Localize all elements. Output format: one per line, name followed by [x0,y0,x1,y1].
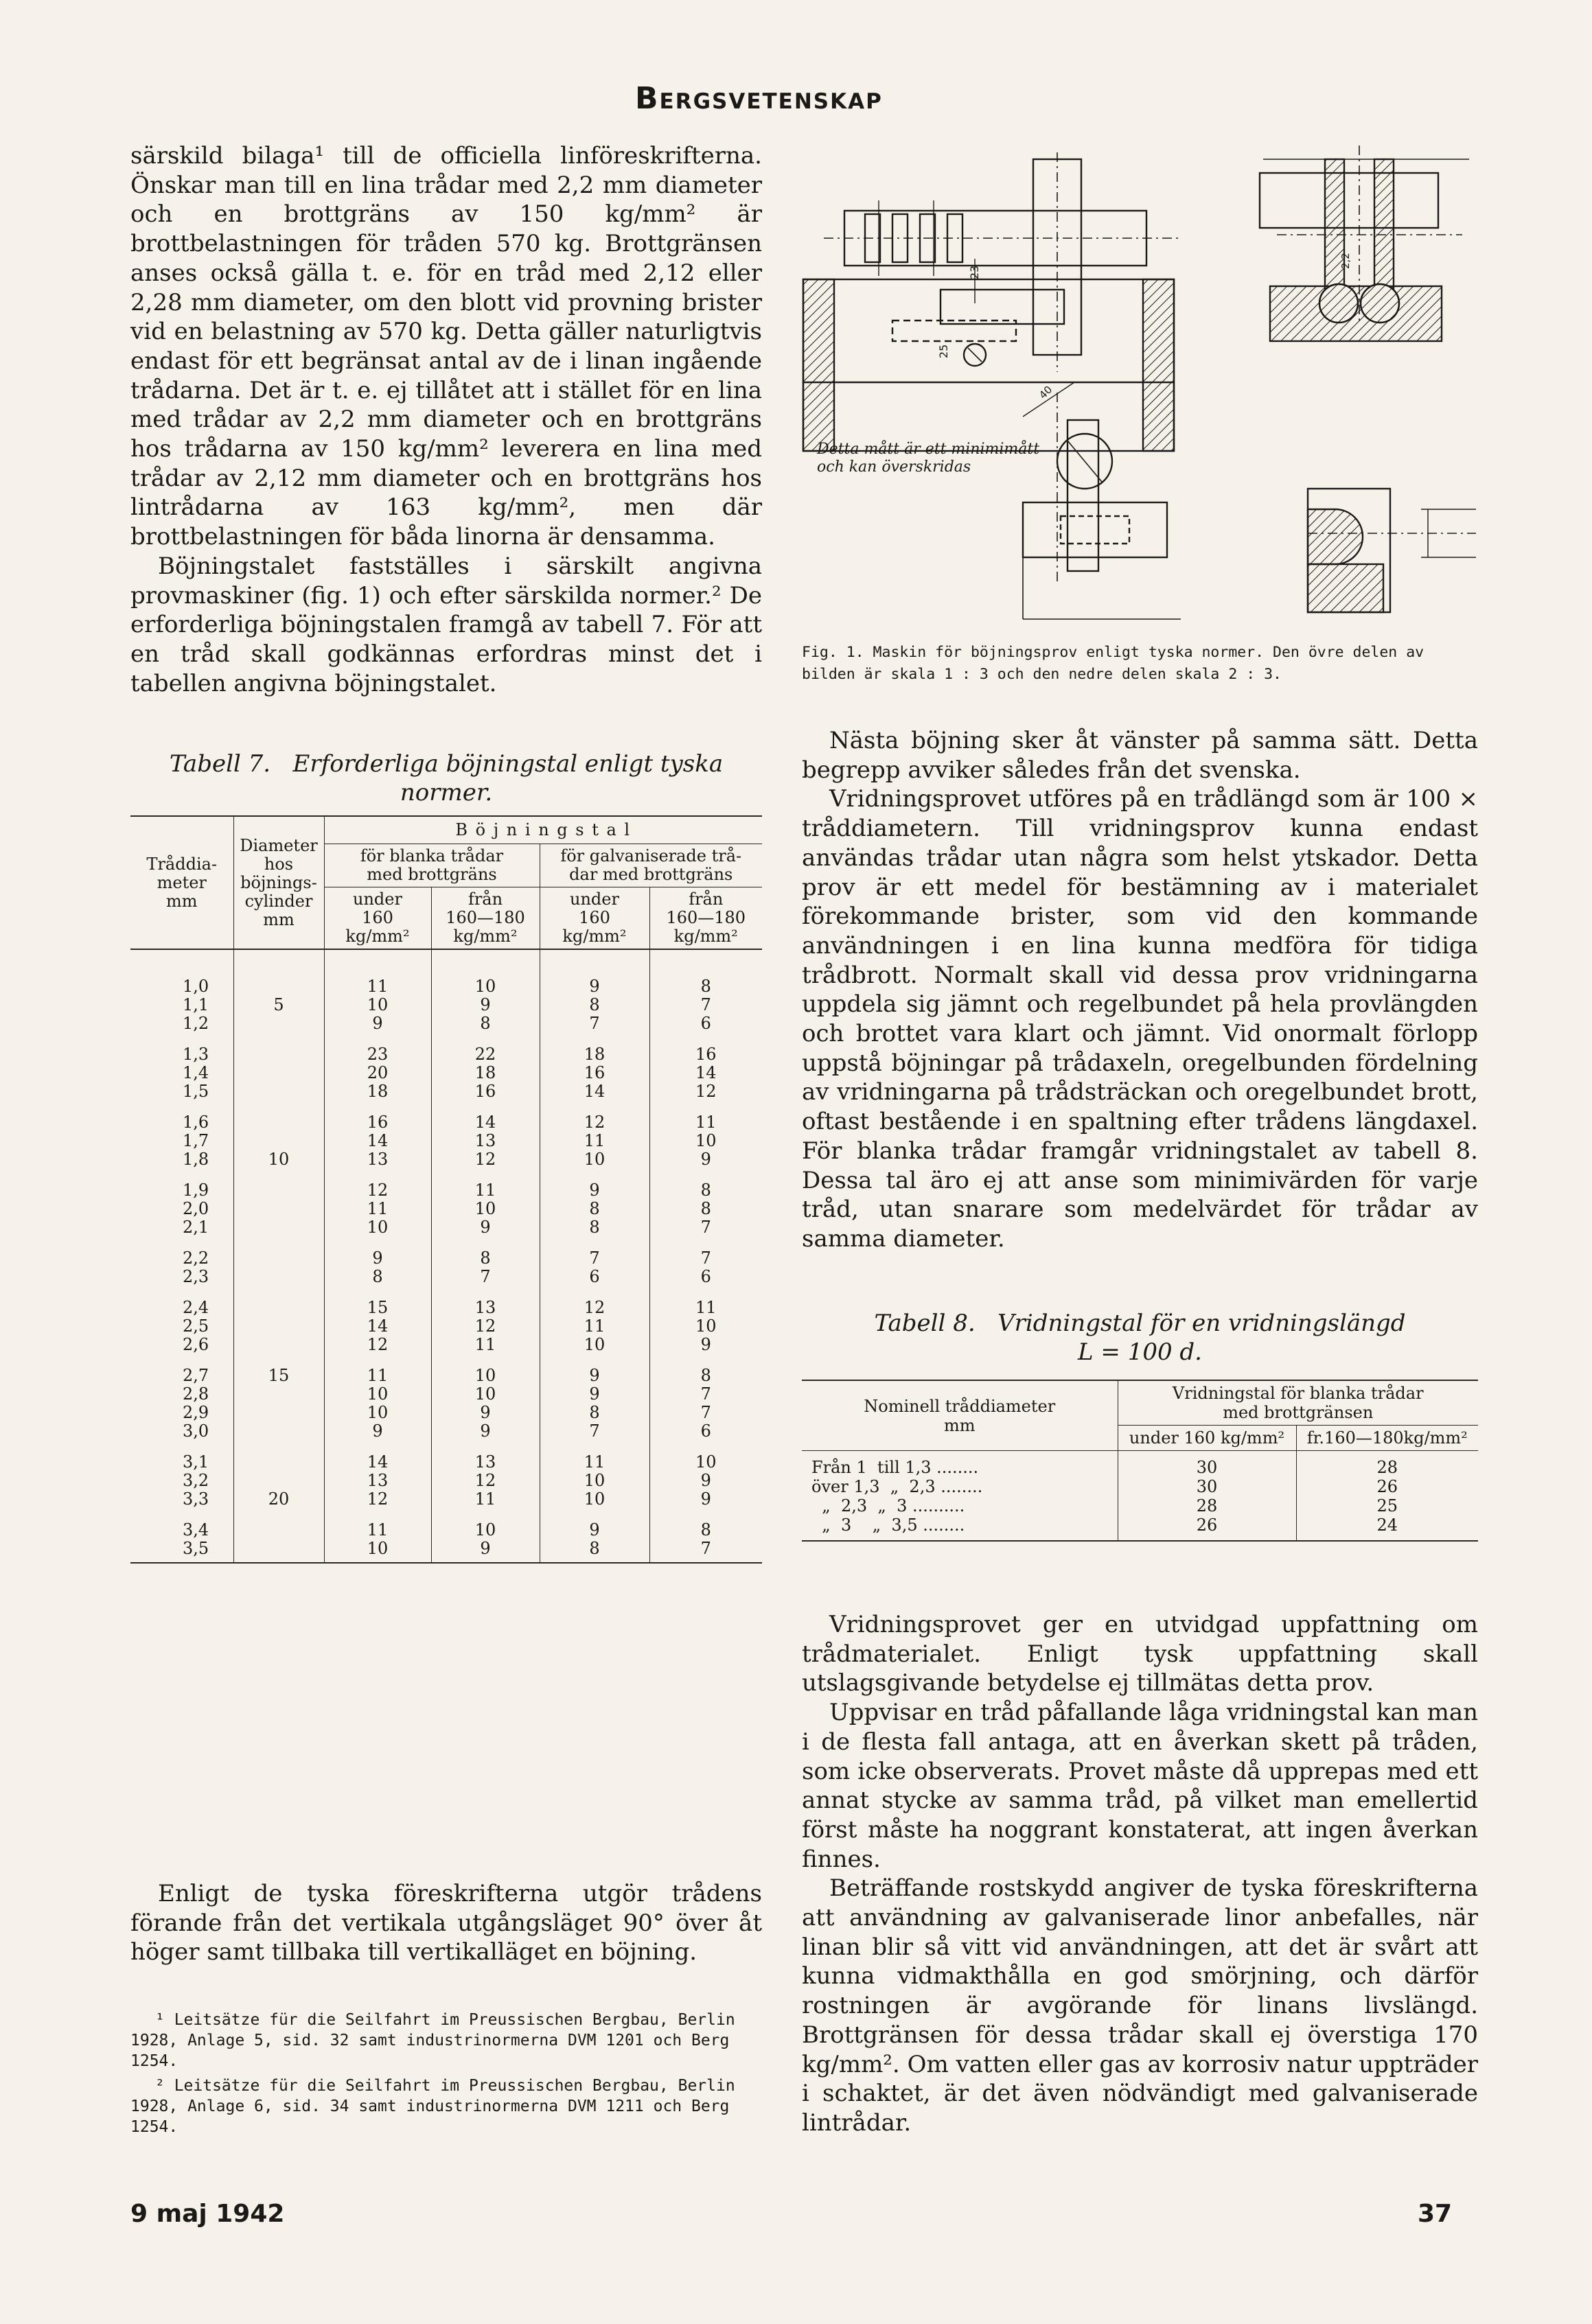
table-row [130,1064,762,1082]
cell-bending-count: 11 [324,977,431,996]
svg-text:2,2: 2,2 [1339,253,1352,269]
cell-bending-count: 16 [540,1064,649,1082]
col-header-bare-160-180: från 160—180 kg/mm² [431,887,540,950]
col-header-160-180: fr.160—180kg/mm² [1296,1426,1478,1451]
cell-cylinder-diameter: 5 [233,996,324,1014]
left-column-after-table [130,1879,762,1967]
cell-bending-count: 11 [431,1336,540,1354]
cell-bending-count: 7 [649,1404,762,1422]
running-header: Bergsvetenskap [635,81,883,116]
cell-wire-diameter: 2,8 [183,1384,209,1404]
col-header-bare: för blanka trådar med brottgräns [324,844,540,887]
cell-bending-count: 8 [540,996,649,1014]
table8-grid [802,1380,1478,1542]
cell-cylinder-diameter [233,1113,324,1132]
cell-bending-count: 9 [431,1422,540,1441]
cell-nominal-range: över 1,3 „ 2,3 ........ [811,1477,983,1496]
right-column-bottom [802,1610,1478,2138]
cell-bending-count: 9 [540,1385,649,1404]
cell-bending-count: 8 [540,1404,649,1422]
bending-machine-drawing [796,146,1479,647]
cell-bending-count: 12 [324,1181,431,1200]
cell-bending-count: 14 [649,1064,762,1082]
cell-cylinder-diameter: 10 [233,1150,324,1169]
col-header-twist-group: Vridningstal för blanka trådar med brottgränsen [1118,1380,1478,1426]
cell-wire-diameter: 2,4 [183,1298,209,1317]
cell-bending-count: 11 [540,1317,649,1336]
table7-title-2: normer. [400,779,493,806]
table-row [130,1404,762,1422]
table-row [130,1422,762,1441]
cell-bending-count: 16 [649,1045,762,1064]
paragraph: särskild bilaga¹ till de officiella linföreskrifterna. Önskar man till en lina trådar med 2,2 mm diameter och en brottgräns av 150 kg/mm² är brottbelastningen för tråden 570 kg. Brottgränsen anses också gälla t. e. för en tråd med 2,12 eller 2,28 mm diameter, om den blott vid provning brister vid en belastning av 570 kg. Detta gäller naturligtvis endast för ett begränsat antal av de i linan ingående trådarna. Det är t. e. ej tillåtet att i stället för en lina med trådar av 2,2 mm diameter och en brottgräns hos trådarna av 150 kg/mm² leverera en lina med trådar av 2,12 mm diameter och en brottgräns hos lintrådarna av 163 kg/mm², men där brottbelastningen för båda linorna är densamma. [130,142,762,551]
cell-bending-count: 10 [649,1453,762,1472]
footnote-2: ² Leitsätze für die Seilfahrt im Preussischen Bergbau, Berlin 1928, Anlage 6, sid. 34 samt industrinormerna DVM 1211 och Berg 1254. [130,2077,735,2136]
cell-cylinder-diameter [233,1404,324,1422]
paragraph: Beträffande rostskydd angiver de tyska föreskrifterna att användning av galvaniserade linor anbefalles, när linan blir så vitt vid användningen, att det är svårt att kunna vidmakthålla en god smörjning, och därför rostningen är avgörande för linans livslängd. Brottgränsen för dessa trådar skall ej överstiga 170 kg/mm². Om vatten eller gas av korrosiv natur uppträder i schaktet, är det även nödvändigt med galvaniserade lintrådar. [802,1874,1478,2137]
cell-bending-count: 8 [649,1200,762,1218]
cell-wire-diameter: 1,4 [183,1063,209,1082]
cell-bending-count: 7 [540,1014,649,1033]
col-header-group: B ö j n i n g s t a l [324,816,762,844]
table-row [130,1521,762,1539]
table7-caption [130,750,762,807]
table-row [130,1218,762,1237]
cell-wire-diameter: 2,0 [183,1199,209,1218]
cell-bending-count: 20 [324,1064,431,1082]
cell-bending-count: 12 [324,1336,431,1354]
cell-cylinder-diameter: 15 [233,1367,324,1385]
cell-cylinder-diameter [233,1422,324,1441]
cell-bending-count: 8 [540,1539,649,1558]
cell-cylinder-diameter [233,1385,324,1404]
svg-text:25: 25 [937,344,950,358]
cell-bending-count: 6 [649,1014,762,1033]
cell-nominal-range: Från 1 till 1,3 ........ [811,1458,979,1477]
row-gap [130,1354,762,1367]
cell-wire-diameter: 1,8 [183,1150,209,1169]
cell-bending-count: 18 [431,1064,540,1082]
col-header-galvanized: för galvaniserade trå- dar med brottgräns [540,844,762,887]
cell-bending-count: 7 [649,1385,762,1404]
table7 [130,815,762,1564]
table-row [130,1200,762,1218]
cell-bending-count: 10 [431,977,540,996]
cell-bending-count: 8 [649,1521,762,1539]
cell-bending-count: 11 [324,1521,431,1539]
cell-bending-count: 11 [324,1367,431,1385]
table-row [130,1268,762,1286]
table-row [130,1113,762,1132]
cell-bending-count: 9 [649,1150,762,1169]
table-row [130,1014,762,1033]
cell-bending-count: 11 [431,1490,540,1509]
table-row [130,1490,762,1509]
cell-wire-diameter: 1,9 [183,1181,209,1200]
cell-bending-count: 8 [649,977,762,996]
table-end-rule [802,1535,1478,1541]
cell-wire-diameter: 2,1 [183,1218,209,1237]
cell-wire-diameter: 3,5 [183,1539,209,1558]
col-header-nominal: Nominell tråddiameter mm [802,1380,1118,1451]
cell-wire-diameter: 2,9 [183,1403,209,1422]
row-gap [130,1033,762,1045]
table-row [130,1299,762,1317]
cell-bending-count: 18 [324,1082,431,1101]
cell-bending-count: 9 [431,996,540,1014]
cell-bending-count: 14 [431,1113,540,1132]
table8 [802,1380,1478,1542]
cell-bending-count: 11 [540,1132,649,1150]
cell-bending-count: 8 [324,1268,431,1286]
cell-bending-count: 6 [649,1268,762,1286]
cell-bending-count: 7 [431,1268,540,1286]
cell-cylinder-diameter [233,1064,324,1082]
cell-bending-count: 15 [324,1299,431,1317]
cell-cylinder-diameter [233,1181,324,1200]
cell-bending-count: 13 [324,1150,431,1169]
cell-wire-diameter: 3,2 [183,1471,209,1490]
table-row [130,1539,762,1558]
table-row [130,977,762,996]
cell-wire-diameter: 1,0 [183,977,209,996]
cell-bending-count: 10 [649,1132,762,1150]
right-column-top [802,726,1478,1254]
cell-bending-count: 7 [649,1218,762,1237]
svg-text:23: 23 [968,265,981,279]
cell-cylinder-diameter [233,977,324,996]
cell-bending-count: 10 [324,1218,431,1237]
cell-cylinder-diameter [233,1014,324,1033]
cell-cylinder-diameter [233,1299,324,1317]
col-header-galv-under-160: under 160 kg/mm² [540,887,649,950]
cell-bending-count: 18 [540,1045,649,1064]
cell-cylinder-diameter [233,1132,324,1150]
paragraph: Vridningsprovet ger en utvidgad uppfattning om trådmaterialet. Enligt tysk uppfattning skall utslagsgivande betydelse ej tillmätas detta prov. [802,1611,1478,1697]
handwritten-line-2: och kan överskridas [817,458,971,476]
cell-bending-count: 12 [324,1490,431,1509]
col-header-galv-160-180: från 160—180 kg/mm² [649,887,762,950]
cell-wire-diameter: 1,1 [183,995,209,1014]
cell-cylinder-diameter [233,1045,324,1064]
cell-cylinder-diameter: 20 [233,1490,324,1509]
figure-1-caption: Fig. 1. Maskin för böjningsprov enligt tyska normer. Den övre delen av bilden är skala 1 : 3 och den nedre delen skala 2 : 3. [802,644,1424,683]
cell-bending-count: 8 [540,1218,649,1237]
cell-twist-count: 24 [1296,1515,1478,1535]
cell-bending-count: 7 [649,1249,762,1268]
cell-bending-count: 10 [540,1150,649,1169]
cell-bending-count: 12 [431,1472,540,1490]
table-end-rule [130,1558,762,1563]
cell-bending-count: 9 [540,977,649,996]
cell-bending-count: 23 [324,1045,431,1064]
table8-label: Tabell 8. [874,1310,976,1337]
cell-bending-count: 12 [431,1317,540,1336]
row-gap [130,1286,762,1299]
cell-bending-count: 9 [649,1472,762,1490]
cell-bending-count: 6 [540,1268,649,1286]
cell-bending-count: 14 [324,1453,431,1472]
cell-bending-count: 10 [540,1490,649,1509]
table-row [802,1477,1478,1496]
table-row [130,1317,762,1336]
cell-bending-count: 7 [540,1422,649,1441]
cell-bending-count: 9 [324,1422,431,1441]
col-header-cylinder-diameter: Diameter hos böjnings- cylinder mm [233,816,324,949]
table-row [130,1336,762,1354]
cell-wire-diameter: 3,4 [183,1520,209,1539]
table7-title-1: Erforderliga böjningstal enligt tyska [292,750,724,778]
cell-bending-count: 12 [540,1113,649,1132]
cell-wire-diameter: 2,5 [183,1316,209,1336]
svg-text:40: 40 [1037,383,1055,402]
cell-bending-count: 13 [431,1132,540,1150]
table-row [130,1453,762,1472]
cell-bending-count: 12 [431,1150,540,1169]
table-row [130,1045,762,1064]
cell-wire-diameter: 1,7 [183,1131,209,1150]
col-header-wire-diameter: Tråddia- meter mm [146,854,218,911]
paragraph: Vridningsprovet utföres på en trådlängd som är 100 × tråddiametern. Till vridningsprov kunna endast användas trådar utan några som helst ytskador. Detta prov är ett medel för bestämning av i materialet förekommande brister, som vid den kommande användningen i en lina kunna medföra för tidiga trådbrott. Normalt skall vid dessa prov vridningarna uppdela sig jämnt och regelbundet på hela provlängden och brottet vara klart och jämnt. Vid onormalt förlopp uppstå böjningar på trådaxeln, oregelbunden fördelning av vridningarna på trådsträckan och oregelbundet brott, oftast bestående i en spaltning efter trådens längdaxel. För blanka trådar framgår vridningstalet av tabell 8. Dessa tal äro ej att anse som minimivärden för varje tråd, utan snarare som medelvärdet för trådar av samma diameter. [802,785,1478,1253]
cell-wire-diameter: 3,3 [183,1489,209,1509]
cell-cylinder-diameter [233,1317,324,1336]
page-number: 37 [1418,2200,1453,2228]
table8-body [802,1451,1478,1542]
cell-bending-count: 11 [324,1200,431,1218]
cell-twist-count: 28 [1296,1451,1478,1478]
cell-bending-count: 10 [431,1521,540,1539]
table-row [130,1150,762,1169]
cell-twist-count: 30 [1118,1451,1296,1478]
cell-bending-count: 16 [324,1113,431,1132]
row-gap [130,1101,762,1113]
cell-twist-count: 25 [1296,1496,1478,1515]
paragraph: Uppvisar en tråd påfallande låga vridningstal kan man i de flesta fall antaga, att en åverkan skett på tråden, som icke observerats. Provet måste då upprepas med ett annat stycke av samma tråd, på vilket man emellertid först måste ha noggrant konstaterat, att ingen åverkan finnes. [802,1699,1478,1873]
cell-bending-count: 13 [431,1299,540,1317]
cell-bending-count: 10 [540,1336,649,1354]
cell-twist-count: 26 [1296,1477,1478,1496]
cell-bending-count: 13 [324,1472,431,1490]
cell-bending-count: 10 [649,1317,762,1336]
paragraph: Böjningstalet fastställes i särskilt angivna provmaskiner (fig. 1) och efter särskilda normer.² De erforderliga böjningstalen framgå av tabell 7. För att en tråd skall godkännas erfordras minst det i tabellen angivna böjningstalet. [130,552,762,697]
cell-twist-count: 26 [1118,1515,1296,1535]
cell-bending-count: 22 [431,1045,540,1064]
cell-bending-count: 16 [431,1082,540,1101]
row-gap [130,949,762,977]
table-row [130,1472,762,1490]
row-gap [130,1509,762,1521]
cell-bending-count: 11 [540,1453,649,1472]
cell-bending-count: 8 [649,1367,762,1385]
cell-nominal-range: „ 2,3 „ 3 .......... [811,1496,965,1515]
cell-bending-count: 11 [649,1299,762,1317]
cell-wire-diameter: 2,3 [183,1267,209,1286]
paragraph: Nästa böjning sker åt vänster på samma sätt. Detta begrepp avviker således från det svenska. [802,727,1478,784]
cell-bending-count: 10 [431,1367,540,1385]
cell-cylinder-diameter [233,1082,324,1101]
cell-wire-diameter: 3,0 [183,1421,209,1441]
left-column-top [130,141,762,698]
cell-bending-count: 11 [431,1181,540,1200]
cell-bending-count: 9 [649,1336,762,1354]
table-row [802,1451,1478,1478]
cell-bending-count: 10 [540,1472,649,1490]
handwritten-line-1: Detta mått är ett minimimått [817,441,1040,458]
cell-bending-count: 9 [540,1181,649,1200]
table-row [130,1385,762,1404]
footnotes [130,2010,762,2137]
cell-bending-count: 8 [649,1181,762,1200]
cell-bending-count: 7 [649,996,762,1014]
cell-wire-diameter: 2,2 [183,1248,209,1268]
cell-bending-count: 7 [649,1539,762,1558]
cell-cylinder-diameter [233,1453,324,1472]
cell-bending-count: 10 [431,1200,540,1218]
table7-body [130,949,762,1563]
cell-wire-diameter: 3,1 [183,1452,209,1472]
cell-wire-diameter: 2,6 [183,1335,209,1354]
cell-cylinder-diameter [233,1268,324,1286]
cell-bending-count: 9 [540,1521,649,1539]
cell-bending-count: 8 [431,1249,540,1268]
cell-bending-count: 12 [649,1082,762,1101]
cell-bending-count: 10 [324,1404,431,1422]
handwritten-note [817,441,1039,476]
table-row [802,1496,1478,1515]
cell-bending-count: 9 [431,1539,540,1558]
cell-bending-count: 13 [431,1453,540,1472]
cell-bending-count: 7 [540,1249,649,1268]
table8-caption [802,1309,1478,1367]
table-row [130,1132,762,1150]
cell-bending-count: 14 [324,1132,431,1150]
cell-wire-diameter: 1,3 [183,1045,209,1064]
cell-twist-count: 30 [1118,1477,1296,1496]
cell-bending-count: 9 [431,1404,540,1422]
footnote-1: ¹ Leitsätze für die Seilfahrt im Preussischen Bergbau, Berlin 1928, Anlage 5, sid. 32 samt industrinormerna DVM 1201 och Berg 1254. [130,2011,735,2070]
table-row [130,996,762,1014]
cell-bending-count: 10 [431,1385,540,1404]
cell-cylinder-diameter [233,1472,324,1490]
cell-bending-count: 14 [540,1082,649,1101]
cell-bending-count: 9 [431,1218,540,1237]
table7-label: Tabell 7. [169,750,271,778]
cell-bending-count: 9 [649,1490,762,1509]
cell-bending-count: 10 [324,996,431,1014]
figure-1 [796,146,1479,647]
cell-bending-count: 9 [540,1367,649,1385]
cell-bending-count: 11 [649,1113,762,1132]
table-row [802,1515,1478,1535]
cell-wire-diameter: 2,7 [183,1366,209,1385]
cell-twist-count: 28 [1118,1496,1296,1515]
table-row [130,1082,762,1101]
cell-cylinder-diameter [233,1249,324,1268]
cell-bending-count: 10 [324,1385,431,1404]
cell-bending-count: 12 [540,1299,649,1317]
cell-cylinder-diameter [233,1539,324,1558]
cell-bending-count: 8 [431,1014,540,1033]
cell-bending-count: 8 [540,1200,649,1218]
cell-cylinder-diameter [233,1218,324,1237]
table7-grid [130,815,762,1564]
row-gap [130,1237,762,1249]
cell-cylinder-diameter [233,1521,324,1539]
cell-wire-diameter: 1,5 [183,1082,209,1101]
footer-date: 9 maj 1942 [130,2200,285,2228]
table-row [130,1367,762,1385]
cell-bending-count: 6 [649,1422,762,1441]
cell-bending-count: 14 [324,1317,431,1336]
col-header-under-160: under 160 kg/mm² [1118,1426,1296,1451]
cell-bending-count: 10 [324,1539,431,1558]
table-row [130,1181,762,1200]
cell-wire-diameter: 1,6 [183,1113,209,1132]
table8-title-1: Vridningstal för en vridningslängd [997,1310,1406,1337]
cell-cylinder-diameter [233,1200,324,1218]
cell-bending-count: 9 [324,1014,431,1033]
table-row [130,1249,762,1268]
cell-nominal-range: „ 3 „ 3,5 ........ [811,1515,965,1535]
cell-bending-count: 9 [324,1249,431,1268]
table8-title-2: L = 100 d. [1078,1338,1202,1366]
row-gap [130,1441,762,1453]
row-gap [130,1169,762,1181]
paragraph: Enligt de tyska föreskrifterna utgör trådens förande från det vertikala utgångsläget 90° över åt höger samt tillbaka till vertikalläget en böjning. [130,1880,762,1966]
col-header-bare-under-160: under 160 kg/mm² [324,887,431,950]
cell-cylinder-diameter [233,1336,324,1354]
cell-wire-diameter: 1,2 [183,1014,209,1033]
machine-body [803,279,1174,451]
